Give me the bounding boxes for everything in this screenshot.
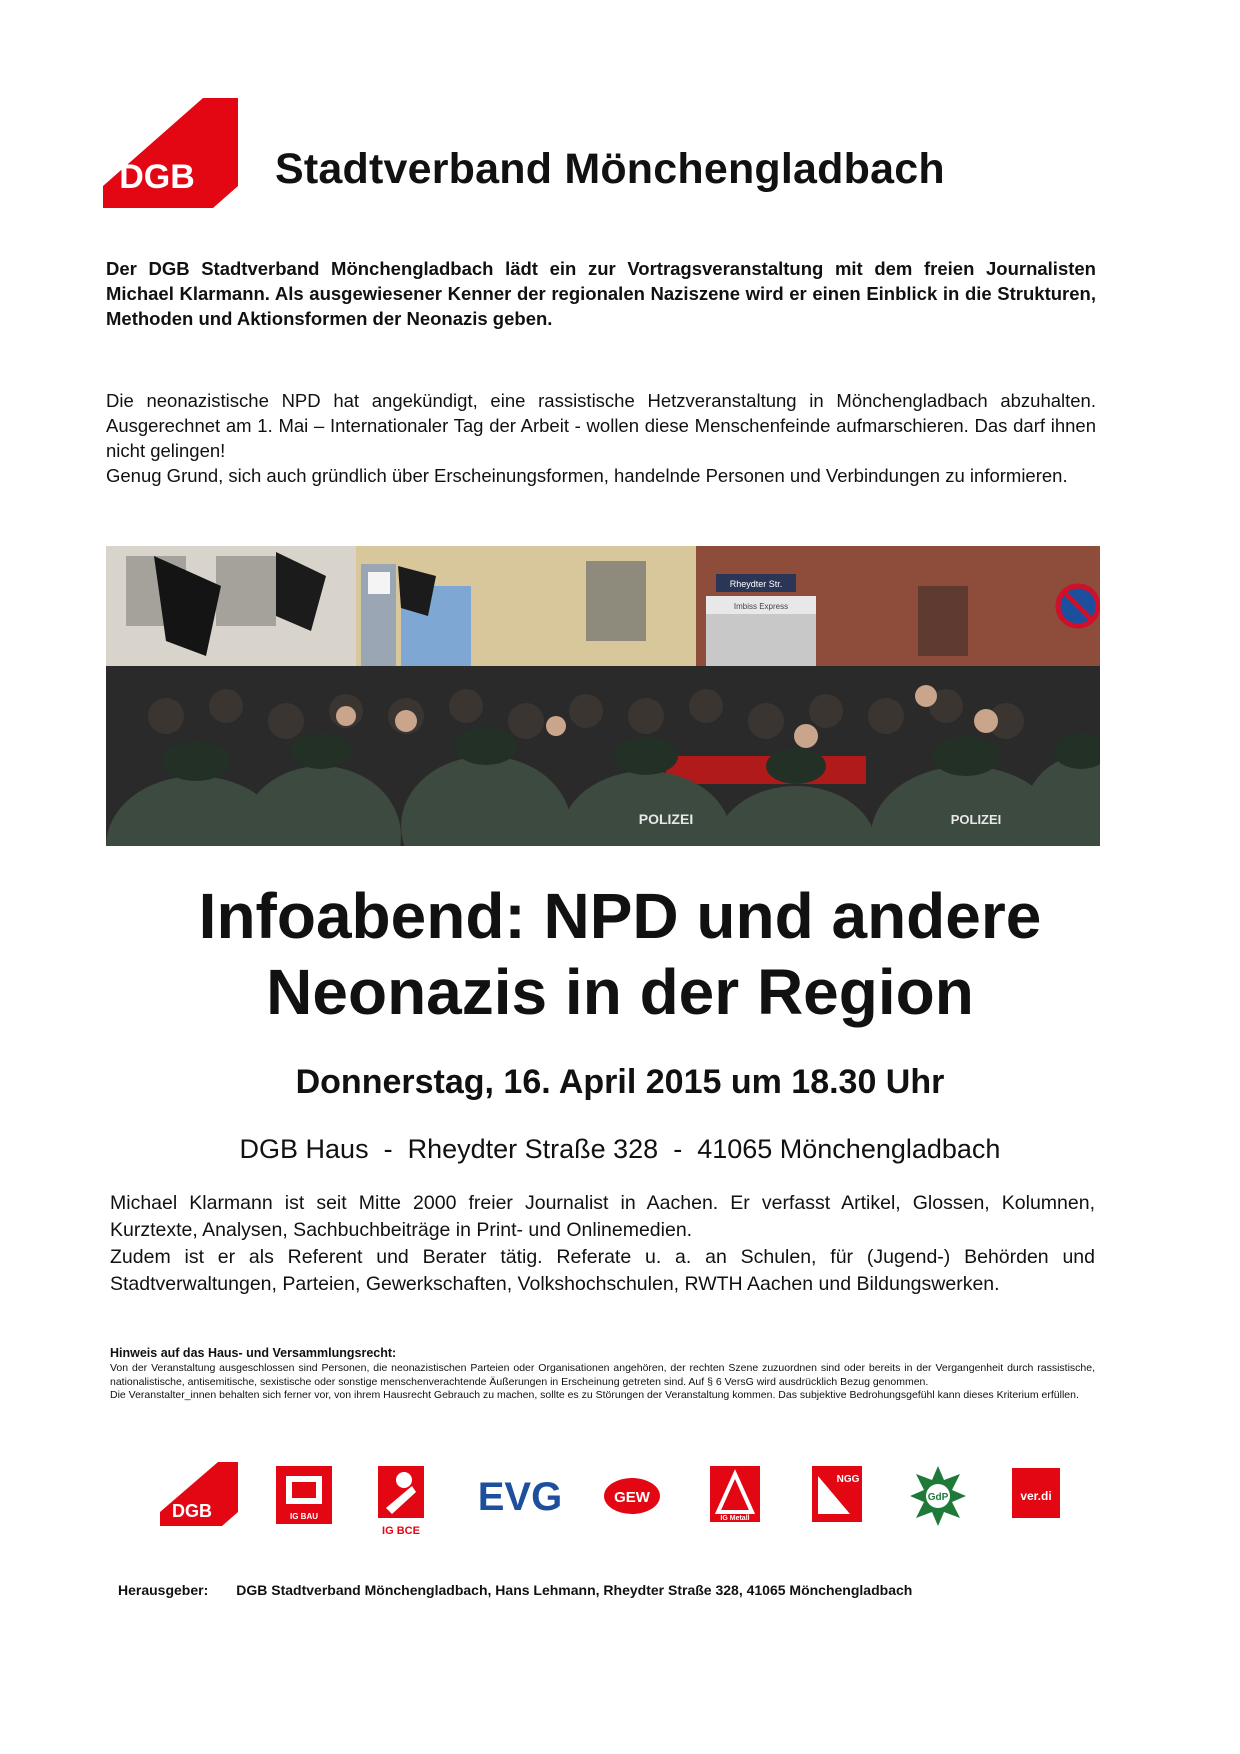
ig-bau-logo (272, 1462, 336, 1542)
police-label-1: POLIZEI (638, 811, 694, 827)
svg-text:EVG: EVG (477, 1475, 563, 1519)
event-title-line-1: Infoabend: NPD und andere (198, 880, 1042, 952)
lead-paragraph-2: Genug Grund, sich auch gründlich über Erscheinungsformen, handelnde Personen und Verbindungen zu informieren. (106, 465, 1068, 486)
svg-text:IG BAU: IG BAU (290, 1512, 318, 1521)
evg-logo (462, 1462, 582, 1542)
dgb-union-logo (160, 1462, 238, 1542)
ig-metall-logo (706, 1462, 764, 1542)
bio-paragraph-2: Zudem ist er als Referent und Berater tätig. Referate u. a. an Schulen, für (Jugend-) Behörden und Stadtverwaltungen, Parteien, Gewerkschaften, Volkshochschulen, RWTH Aachen und Bildungswerken. (110, 1246, 1095, 1295)
dgb-logo-text: DGB (119, 158, 195, 196)
house-rules-notice (110, 1346, 1095, 1403)
bio-paragraph-1: Michael Klarmann ist seit Mitte 2000 freier Journalist in Aachen. Er verfasst Artikel, Glossen, Kolumnen, Kurztexte, Analysen, Sachbuchbeiträge in Print- und Onlinemedien. (110, 1192, 1095, 1241)
speaker-bio (110, 1190, 1095, 1298)
event-title (0, 878, 1240, 1030)
demonstration-photo (106, 546, 1100, 846)
event-title-line-2: Neonazis in der Region (266, 956, 974, 1028)
publisher-footer (118, 1582, 1098, 1598)
street-sign-text: Rheydter Str. (729, 579, 783, 589)
svg-text:GEW: GEW (614, 1489, 650, 1506)
svg-text:ver.di: ver.di (1020, 1489, 1052, 1503)
svg-text:DGB: DGB (172, 1501, 212, 1521)
gew-logo (600, 1462, 664, 1542)
gdp-logo (908, 1462, 968, 1542)
notice-heading: Hinweis auf das Haus- und Versammlungsrecht: (110, 1346, 397, 1360)
lead-text (106, 388, 1096, 488)
notice-paragraph-2: Die Veranstalter_innen behalten sich ferner vor, von ihrem Hausrecht Gebrauch zu machen, sollte es zu Störungen der Veranstaltung kommen. Das subjektive Bedrohungsgefühl kann dieses Kriterium erfüllen. (110, 1389, 1079, 1401)
dgb-logo (103, 98, 238, 208)
publisher-details: DGB Stadtverband Mönchengladbach, Hans Lehmann, Rheydter Straße 328, 41065 Mönchengladbach (236, 1582, 913, 1598)
union-logos (0, 1462, 1240, 1552)
ngg-logo (808, 1462, 866, 1542)
notice-paragraph-1: Von der Veranstaltung ausgeschlossen sind Personen, die neonazistischen Parteien oder Organisationen angehören, der rechten Szene zuzuordnen sind oder bereits in der Vergangenheit durch rassistische, nationalistische, antisemitische, sexistische oder sonstige menschenverachtende Äußerungen in Erscheinung getreten sind. Auf § 6 VersG wird ausdrücklich Bezug genommen. (110, 1362, 1095, 1388)
svg-text:GdP: GdP (927, 1492, 949, 1503)
header (103, 98, 1093, 208)
lead-paragraph-1: Die neonazistische NPD hat angekündigt, eine rassistische Hetzveranstaltung in Mönchengladbach abzuhalten. Ausgerechnet am 1. Mai – Internationaler Tag der Arbeit - wollen diese Menschenfeinde aufmarschieren. Das darf ihnen nicht gelingen! (106, 390, 1096, 461)
publisher-label: Herausgeber: (118, 1582, 209, 1598)
svg-text:NGG: NGG (836, 1474, 860, 1485)
svg-text:IG BCE: IG BCE (382, 1525, 420, 1537)
event-date: Donnerstag, 16. April 2015 um 18.30 Uhr (295, 1063, 945, 1101)
event-venue: DGB Haus - Rheydter Straße 328 - 41065 Mönchengladbach (239, 1134, 1001, 1164)
organization-title: Stadtverband Mönchengladbach (275, 145, 945, 193)
ig-bce-logo (372, 1462, 430, 1542)
verdi-logo (1008, 1462, 1064, 1542)
shop-sign-text: Imbiss Express (733, 602, 789, 611)
intro-paragraph: Der DGB Stadtverband Mönchengladbach lädt ein zur Vortragsveranstaltung mit dem freien Journalisten Michael Klarmann. Als ausgewiesener Kenner der regionalen Naziszene wird er einen Einblick in die Strukturen, Methoden und Aktionsformen der Neonazis geben. (106, 258, 1096, 329)
police-label-2: POLIZEI (950, 812, 1002, 827)
svg-text:IG Metall: IG Metall (720, 1515, 750, 1522)
